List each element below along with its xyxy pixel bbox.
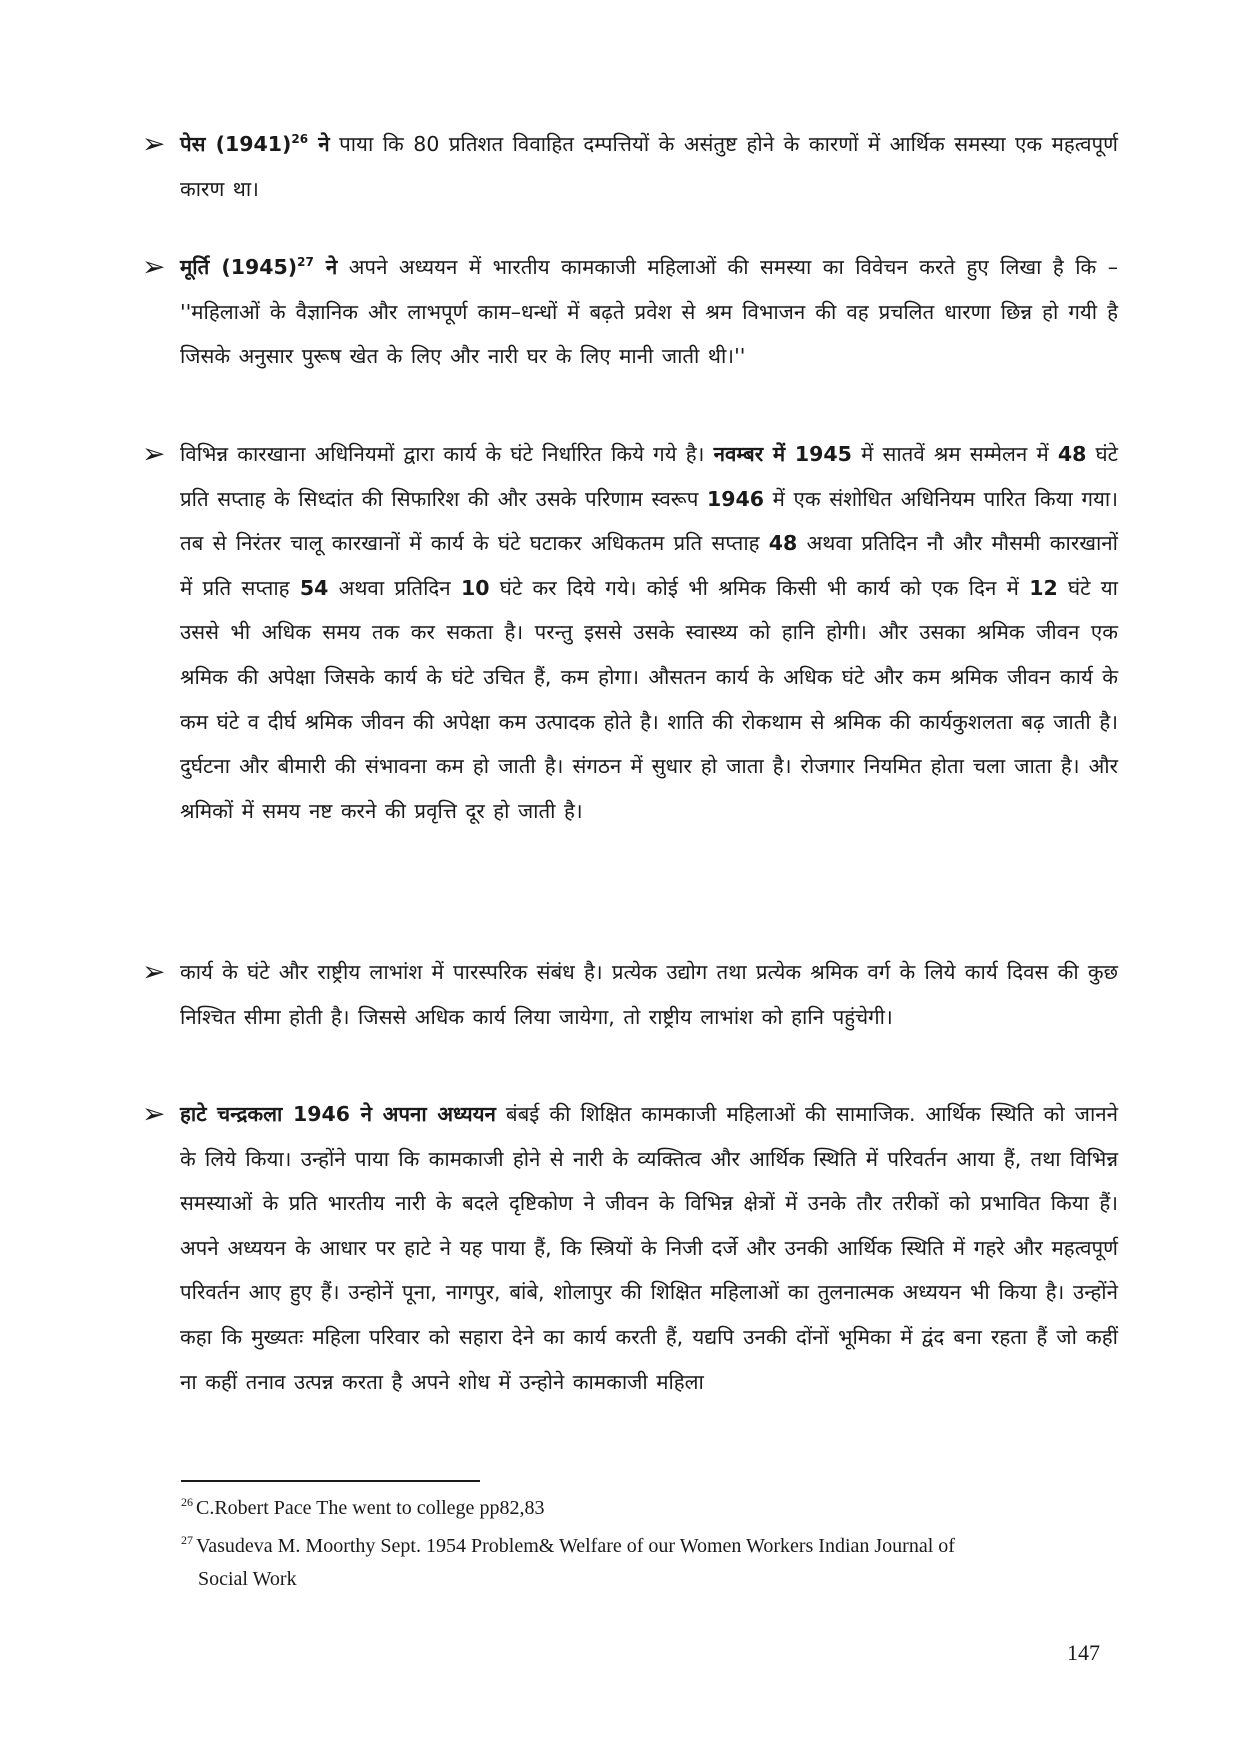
arrow-bullet-icon: ➢ <box>142 1097 166 1130</box>
bold-lead: पेस (1941) <box>180 132 292 156</box>
bold-text: 48 <box>1057 442 1087 466</box>
footnote-text-continued: Social Work <box>198 1568 297 1590</box>
paragraph <box>148 950 1118 1039</box>
bullet-item <box>142 245 1119 379</box>
bold-text: 1946 <box>706 486 765 511</box>
paragraph-text: बंबई की शिक्षित कामकाजी महिलाओं की सामाजिक. आर्थिक स्थिति को जानने के लिये किया। उन्होंने पाया कि कामकाजी होने से नारी के व्यक्तित्व और आर्थिक स्थिति में परिवर्तन आया हैं, तथा विभिन्न समस्याओं के प्रति भारतीय नारी के बदले दृष्टिकोण ने जीवन के विभिन्न क्षेत्रों में उनके तौर तरीकों को प्रभावित किया हैं। अपने अध्ययन के आधार पर हाटे ने यह पाया हैं, कि स्त्रियों के निजी दर्जे और उनकी आर्थिक स्थिति में गहरे और महत्वपूर्ण परिवर्तन आए हुए हैं। उन्होनें पूना, नागपुर, बांबे, शोलापुर की शिक्षित महिलाओं का तुलनात्मक अध्ययन भी किया है। उन्होंने कहा कि मुख्यतः महिला परिवार को सहारा देने का कार्य करती हैं, यद्यपि उनकी दोंनों भूमिका में द्वंद बना रहता हैं जो कहीं ना कहीं तनाव उत्पन्न करता है अपने शोध में उन्होने कामकाजी महिला <box>180 1102 1119 1394</box>
bullet-item <box>142 950 1118 1039</box>
arrow-bullet-icon: ➢ <box>142 250 166 283</box>
paragraph <box>148 245 1118 379</box>
paragraph-text: में एक संशोधित अधिनियम पारित किया गया। तब से निरंतर चालू कारखानों में कार्य के घंटे घटाकर अधिकतम प्रति सप्ताह <box>180 486 1118 556</box>
bold-lead-after: ने <box>313 255 338 279</box>
paragraph <box>148 122 1118 211</box>
paragraph <box>148 432 1118 833</box>
paragraph-text: घंटे कर दिये गये। कोई भी श्रमिक किसी भी कार्य को एक दिन में <box>489 575 1030 600</box>
arrow-bullet-icon: ➢ <box>142 127 166 160</box>
footnote <box>181 1492 1111 1525</box>
paragraph-text: अपने अध्ययन में भारतीय कामकाजी महिलाओं की समस्या का विवेचन करते हुए लिखा है कि – ''महिलाओं के वैज्ञानिक और लाभपूर्ण काम–धन्धों में बढ़ते प्रवेश से श्रम विभाजन की वह प्रचलित धारणा छिन्न हो गयी है जिसके अनुसार पुरूष खेत के लिए और नारी घर के लिए मानी जाती थी।'' <box>180 255 1119 369</box>
footnote-number: 27 <box>181 1533 193 1548</box>
arrow-bullet-icon: ➢ <box>142 955 166 988</box>
footnote-text: C.Robert Pace The went to college pp82,83 <box>196 1497 545 1519</box>
bullet-item <box>142 122 1119 211</box>
paragraph-text: विभिन्न कारखाना अधिनियमों द्वारा कार्य के घंटे निर्धारित किये गये है। <box>180 442 714 466</box>
bold-text: 54 <box>299 575 329 600</box>
footnote-ref[interactable]: 26 <box>291 132 309 147</box>
bold-text: नवम्बर में 1945 <box>713 442 852 466</box>
footnote-text: Vasudeva M. Moorthy Sept. 1954 Problem& Welfare of our Women Workers Indian Journal of <box>196 1535 955 1557</box>
paragraph-text: अथवा प्रतिदिन नौ और मौसमी कारखानों में प्रति सप्ताह <box>180 531 1118 600</box>
bold-lead-after: ने <box>308 132 330 156</box>
footnote-number: 26 <box>181 1495 193 1510</box>
paragraph-text: घंटे या उससे भी अधिक समय तक कर सकता है। परन्तु इससे उसके स्वास्थ्य को हानि होगी। और उसका श्रमिक जीवन एक श्रमिक की अपेक्षा जिसके कार्य के घंटे उचित हैं, कम होगा। औसतन कार्य के अधिक घंटे और कम श्रमिक जीवन कार्य के कम घंटे व दीर्घ श्रमिक जीवन की अपेक्षा कम उत्पादक होते है। शाति की रोकथाम से श्रमिक की कार्यकुशलता बढ़ जाती है। दुर्घटना और बीमारी की संभावना कम हो जाती है। संगठन में सुधार हो जाता है। रोजगार नियमित होता चला जाता है। और श्रमिकों में समय नष्ट करने की प्रवृत्ति दूर हो जाती है। <box>180 575 1118 823</box>
paragraph-text: में सातवें श्रम सम्मेलन में <box>851 442 1058 466</box>
bold-lead: मूर्ति (1945) <box>180 255 298 279</box>
bold-lead: हाटे चन्द्रकला 1946 ने अपना अध्ययन <box>180 1102 496 1126</box>
page-number: 147 <box>1067 1640 1100 1665</box>
footnote-divider <box>181 1480 480 1482</box>
paragraph-text: घंटे प्रति सप्ताह के सिध्दांत की सिफारिश की और उसके परिणाम स्वरूप <box>180 442 1118 511</box>
bold-text: 10 <box>460 575 490 600</box>
bold-text: 48 <box>768 531 798 556</box>
paragraph <box>148 1092 1118 1404</box>
bold-text: 12 <box>1029 575 1058 600</box>
footnote <box>181 1530 1111 1596</box>
bullet-item <box>142 1092 1119 1404</box>
paragraph-text: अथवा प्रतिदिन <box>328 575 461 600</box>
footnote-ref[interactable]: 27 <box>297 255 314 270</box>
paragraph-text: पाया कि 80 प्रतिशत विवाहित दम्पत्तियों के असंतुष्ट होने के कारणों में आर्थिक समस्या एक महत्वपूर्ण कारण था। <box>180 132 1119 201</box>
bullet-item <box>142 432 1118 833</box>
paragraph-text: कार्य के घंटे और राष्ट्रीय लाभांश में पारस्परिक संबंध है। प्रत्येक उद्योग तथा प्रत्येक श्रमिक वर्ग के लिये कार्य दिवस की कुछ निश्चित सीमा होती है। जिससे अधिक कार्य लिया जायेगा, तो राष्ट्रीय लाभांश को हानि पहुंचेगी। <box>180 960 1118 1029</box>
arrow-bullet-icon: ➢ <box>142 437 166 470</box>
